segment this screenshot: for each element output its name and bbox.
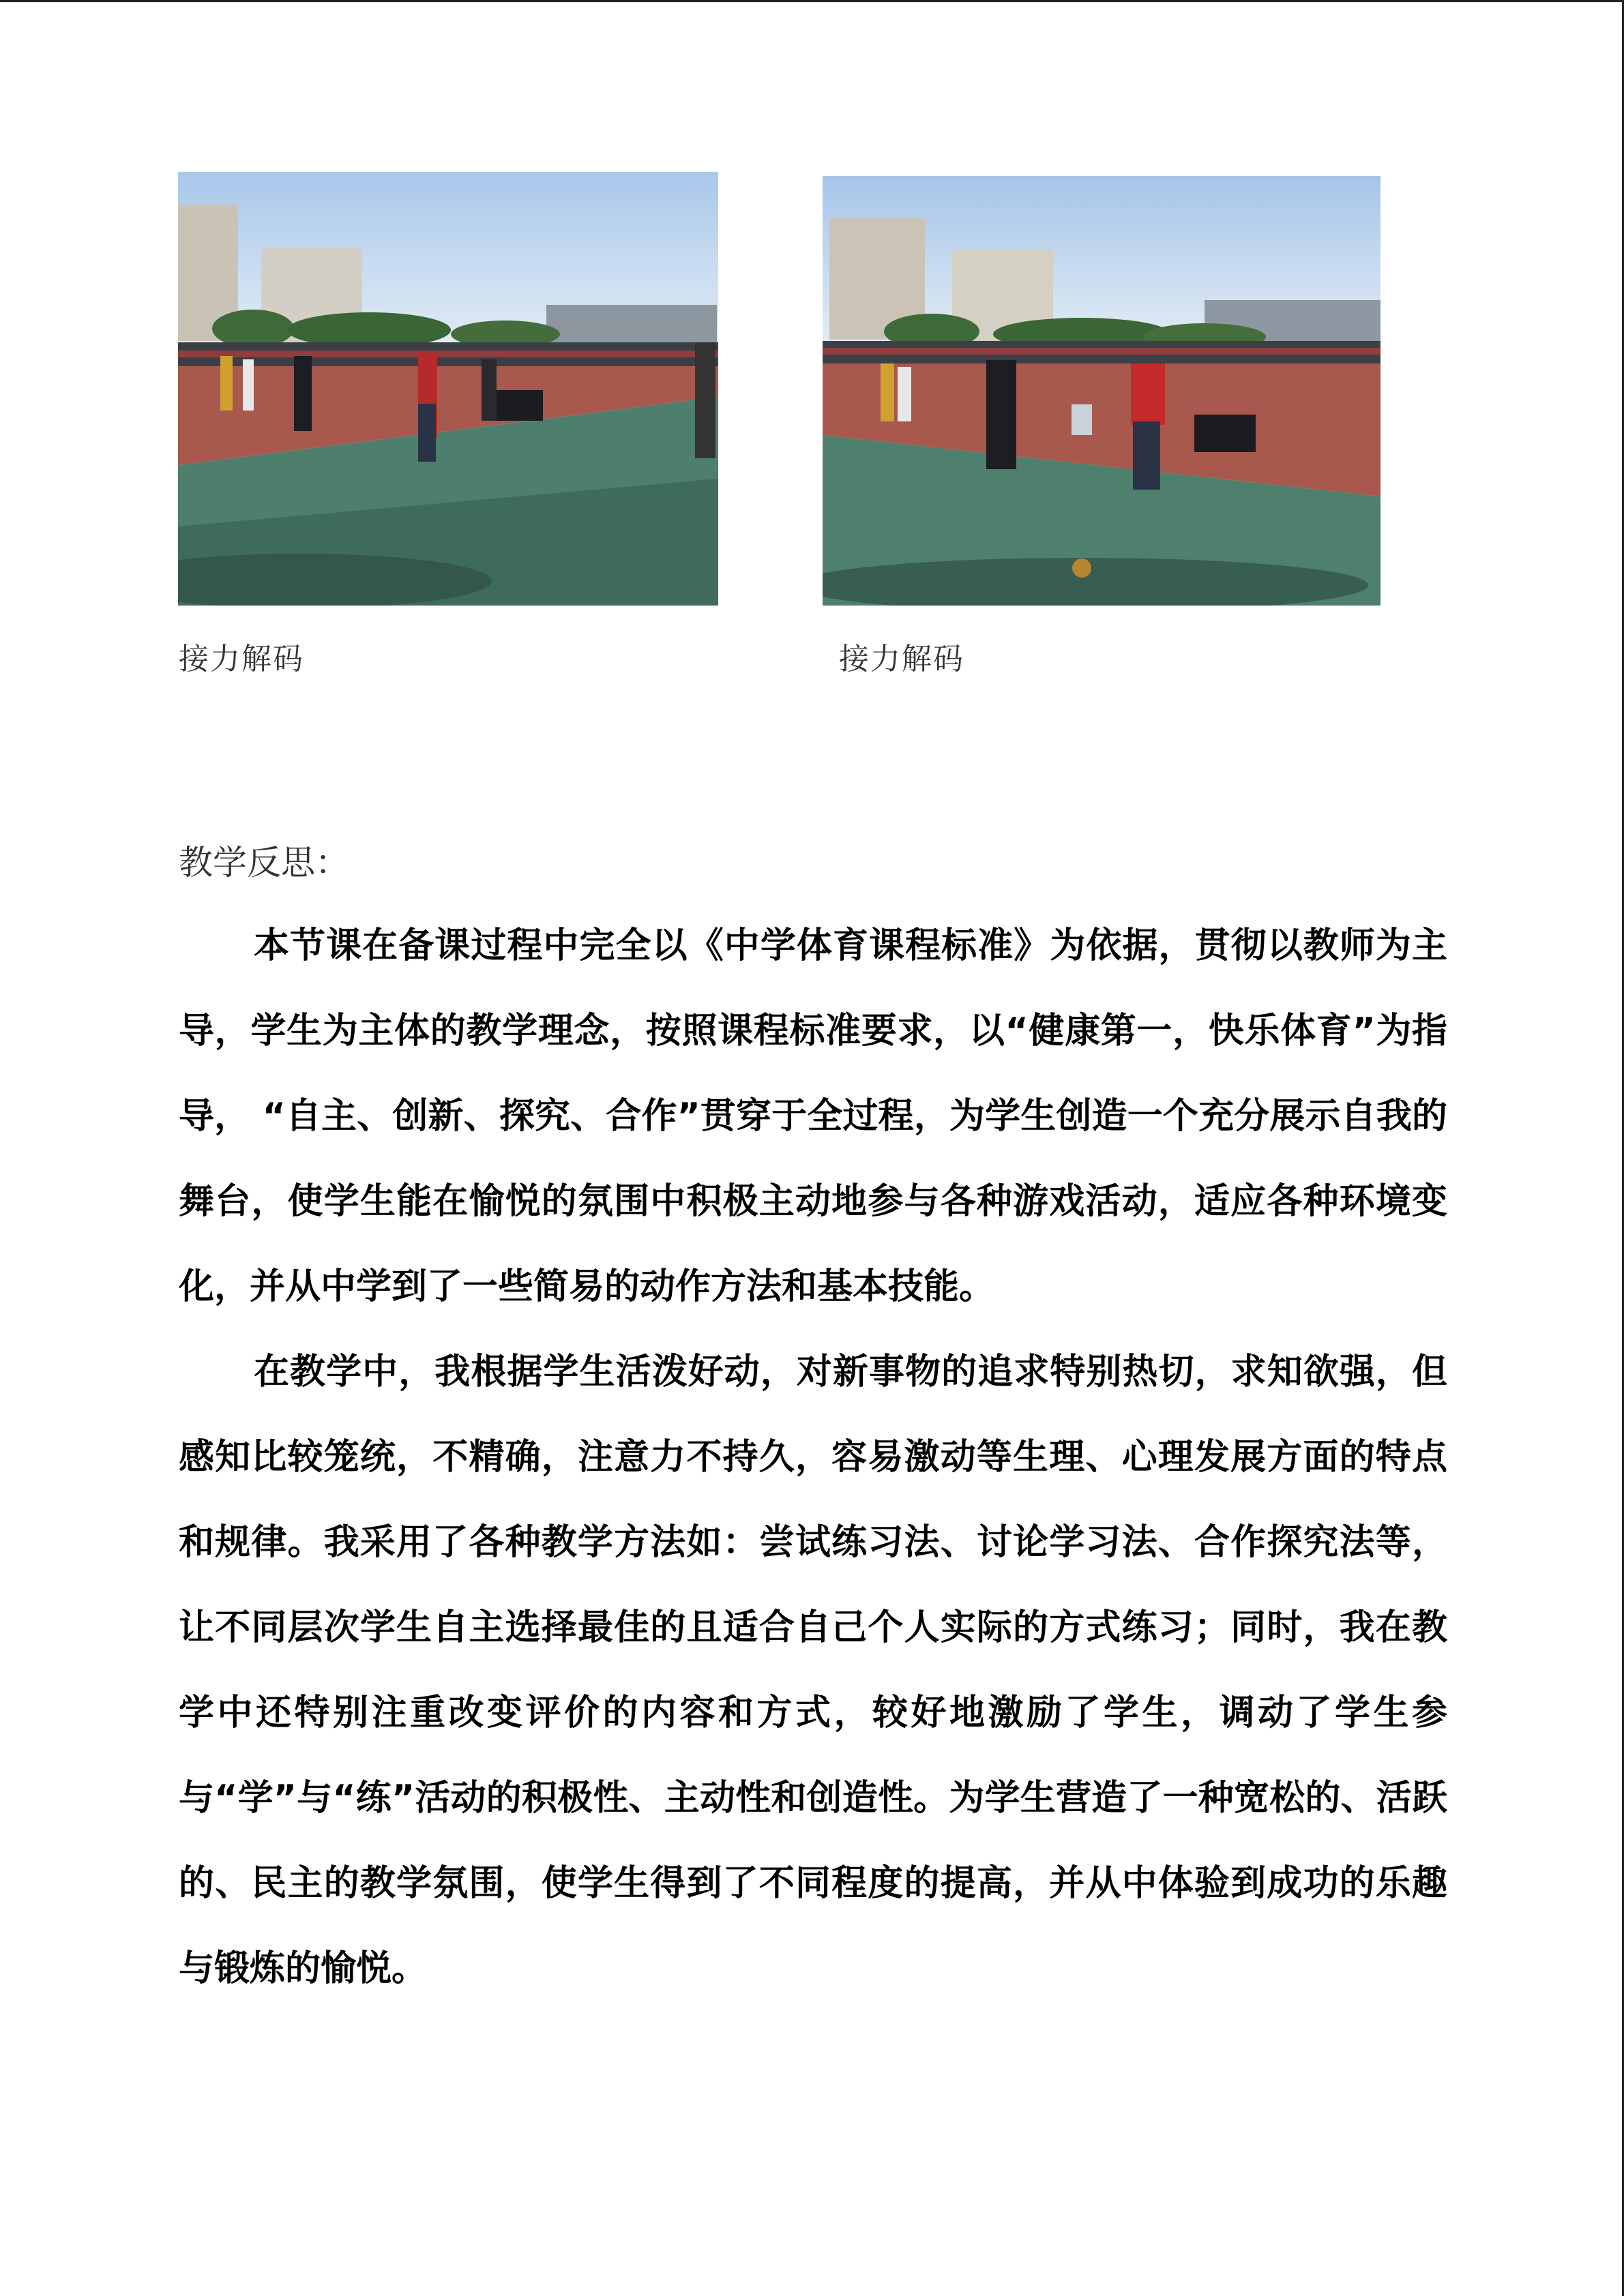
relay-photo-2 — [823, 176, 1381, 606]
figure-caption-1: 接力解码 — [179, 642, 304, 676]
relay-photo-1 — [178, 172, 718, 606]
reflection-paragraph-1: 本节课在备课过程中完全以《中学体育课程标准》为依据，贯彻以教师为主导，学生为主体的教学理念，按照课程标准要求，以“健康第一，快乐体育”为指导， “自主、创新、探究、合作”贯穿于全过程，为学生创造一个充分展示自我的舞台，使学生能在愉悦的氛围中积极主动地参与各种游戏活动，适应各种环境变化，并从中学到了一些简易的动作方法和基本技能。 — [179, 925, 1447, 1307]
section-heading-teaching-reflection: 教学反思： — [179, 843, 349, 882]
figure-caption-2: 接力解码 — [839, 642, 964, 676]
reflection-paragraph-2: 在教学中，我根据学生活泼好动，对新事物的追求特别热切，求知欲强，但感知比较笼统，不精确，注意力不持久，容易激动等生理、心理发展方面的特点和规律。我采用了各种教学方法如：尝试练习法、讨论学习法、合作探究法等，让不同层次学生自主选择最佳的且适合自己个人实际的方式练习；同时，我在教学中还特别注重改变评价的内容和方式，较好地激励了学生，调动了学生参与“学”与“练”活动的积极性、主动性和创造性。为学生营造了一种宽松的、活跃的、民主的教学氛围，使学生得到了不同程度的提高，并从中体验到成功的乐趣与锻炼的愉悦。 — [179, 1352, 1447, 1989]
page-border-top — [0, 0, 1624, 2]
sports-field-photo-image — [823, 176, 1381, 606]
reflection-body — [179, 904, 1447, 2012]
sports-field-photo-image — [178, 172, 718, 606]
